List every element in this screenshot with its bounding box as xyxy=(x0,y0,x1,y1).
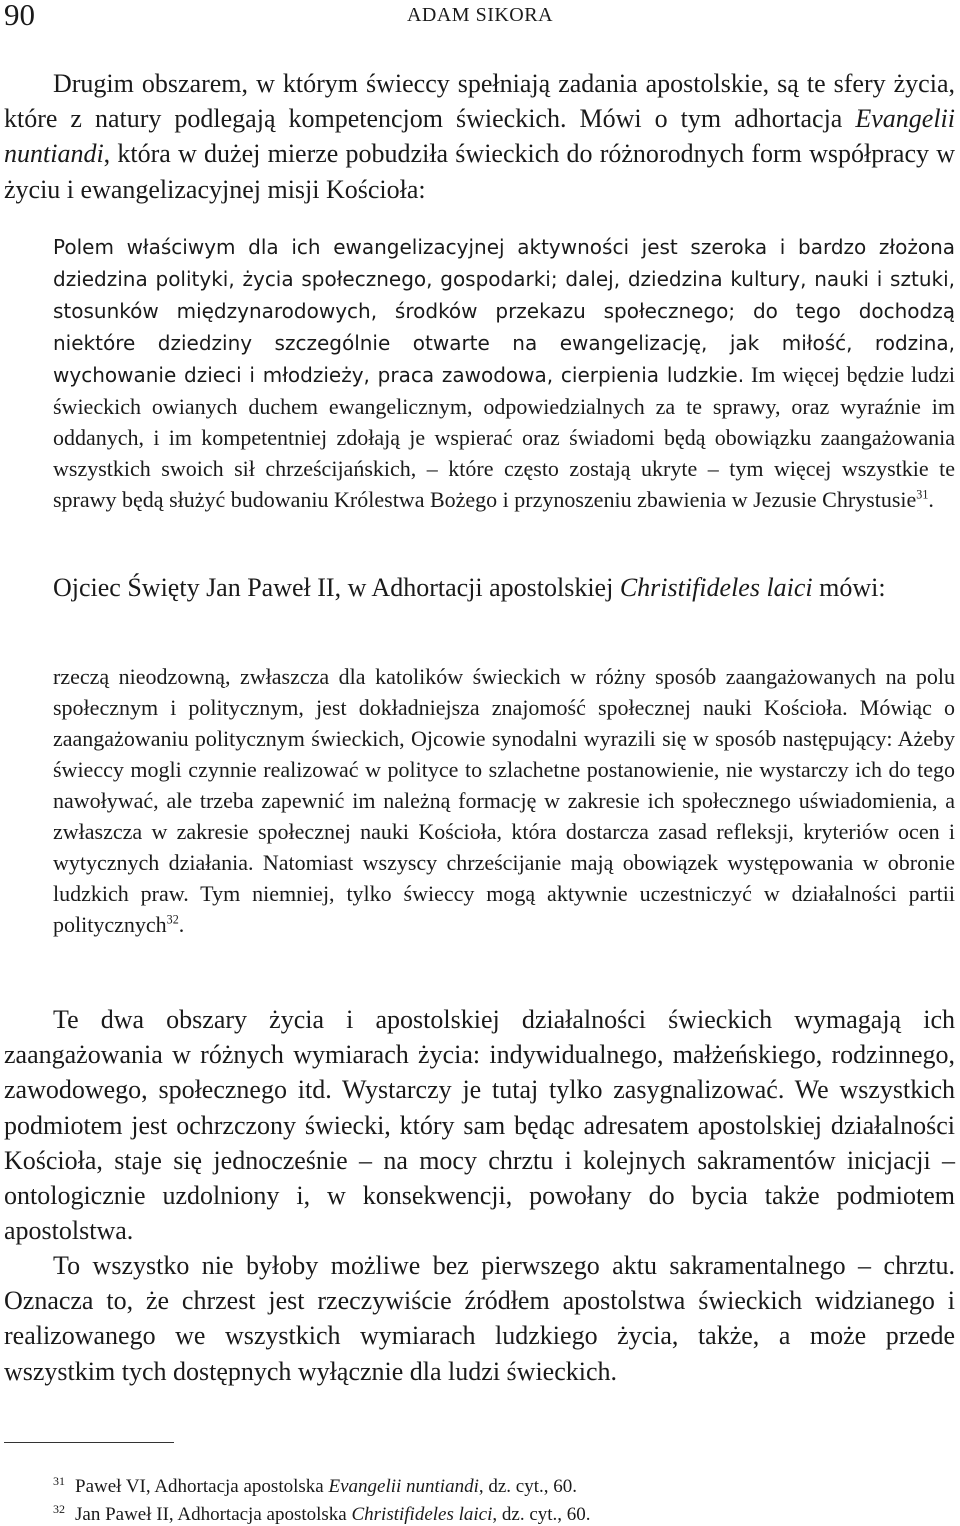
quote-end: . xyxy=(928,487,934,512)
footnote-title: Christifideles laici xyxy=(351,1504,493,1525)
block-quote-2 xyxy=(53,661,955,940)
running-head: ADAM SIKORA xyxy=(406,4,554,26)
paragraph-text: To wszystko nie byłoby możliwe bez pierwszego aktu sakramentalnego – chrztu. Oznacza to, że chrzest jest rzeczywiście źródłem apostolstwa świeckich widzianego i realizowanego we wszystkich wymiarach ludzkiego życia, także, a może przede wszystkim tych dostępnych wyłącznie dla ludzi świeckich. xyxy=(4,1251,955,1386)
footnote-number: 32 xyxy=(53,1502,65,1516)
body-paragraph-1 xyxy=(4,66,955,207)
footnote-reference: 32 xyxy=(166,912,179,927)
footnote-text: , dz. cyt., 60. xyxy=(492,1504,591,1525)
page-header xyxy=(4,0,956,34)
footnote-text: , dz. cyt., 60. xyxy=(478,1476,578,1497)
paragraph-text: Drugim obszarem, w którym świeccy spełniają zadania apostolskie, są te sfery życia, które z natury podlegają kompetencjom świeckich. Mówi o tym adhortacja xyxy=(4,69,955,134)
paragraph-text: Te dwa obszary życia i apostolskiej działalności świeckich wymagają ich zaangażowania w różnych wymiarach życia: indywidualnego, małżeńskiego, rodzinnego, zawodowego, społecznego itd. Wystarczy je tutaj tylko zasygnalizować. We wszystkich podmiotem jest ochrzczony świecki, który sam będąc adresatem apostolskiej działalności Kościoła, staje się jednocześnie – na mocy chrztu i kolejnych sakramentów inicjacji – ontologicznie uzdolniony i, w konsekwencji, powołany do bycia także podmiotem apostolstwa. xyxy=(4,1005,955,1246)
quote-end: . xyxy=(178,912,185,937)
body-paragraph-2 xyxy=(4,570,955,605)
footnote-number: 31 xyxy=(53,1474,65,1488)
quote-text: Im więcej będzie ludzi świeckich owianych duchem ewangelicznym, odpowiedzialnych za te sprawy, oraz wyraźnie im oddanych, i im kompetentniej zdołają je wspierać oraz świadomi będą obowiązku zaangażowania wszystkich swoich sił chrześcijańskich, – które często zostają ukryte – tym więcej wszystkie te sprawy będą służyć budowaniu Królestwa Bożego i przynoszeniu zbawienia w Jezusie Chrystusie xyxy=(53,362,955,512)
block-quote-1 xyxy=(53,231,955,515)
footnote-reference: 31 xyxy=(916,487,929,502)
paragraph-text: mówi: xyxy=(812,573,886,602)
footnote-text: Jan Paweł II, Adhortacja apostolska xyxy=(75,1504,352,1525)
footnote-separator xyxy=(4,1442,174,1443)
quote-text: rzeczą nieodzowną, zwłaszcza dla katolików świeckich w różny sposób zaangażowanych na polu społecznym i politycznym, jest dokładniejsza znajomość społecznej nauki Kościoła. Mówiąc o zaangażowaniu politycznym świeckich, Ojcowie synodalni wyrazili się w sposób następujący: Ażeby świeccy mogli czynnie realizować w polityce to szlachetne postanowienie, nie wystarczy ich do tego nawoływać, ale trzeba zapewnić im należną formację w zakresie ich społecznego uświadomienia, a zwłaszcza w zakresie społecznej nauki Kościoła, która dostarcza zasad refleksji, kryteriów ocen i wytycznych działania. Natomiast wszyscy chrześcijanie mają obowiązek występowania w obronie ludzkich praw. Tym niemniej, tylko świeccy mogą aktywnie uczestniczyć w działalności partii politycznych xyxy=(53,664,955,937)
body-paragraph-4 xyxy=(4,1248,955,1389)
footnote-text: Paweł VI, Adhortacja apostolska xyxy=(75,1476,329,1497)
quote-text: Polem właściwym dla ich ewangelizacyjnej aktywności jest szeroka i bardzo złożona dziedzina polityki, życia społecznego, gospodarki; dalej, dziedzina kultury, nauki i sztuki, stosunków międzynarodowych, środków przekazu społecznego; do tego dochodzą niektóre dziedziny szczególnie otwarte na ewangelizację, jak miłość, rodzina, wychowanie dzieci i młodzieży, praca zawodowa, cierpienia ludzkie. xyxy=(53,235,955,387)
footnote-title: Evangelii nuntiandi xyxy=(328,1476,479,1497)
page-number: 90 xyxy=(4,0,35,32)
paragraph-text: Ojciec Święty Jan Paweł II, w Adhortacji apostolskiej xyxy=(53,573,620,602)
cited-title: Christifideles laici xyxy=(619,573,813,602)
cited-title: Evangelii nuntiandi xyxy=(4,104,955,169)
footnote-31 xyxy=(53,1470,577,1498)
paragraph-text: , która w dużej mierze pobudziła świeckich do różnorodnych form współpracy w życiu i ewangelizacyjnej misji Kościoła: xyxy=(4,139,955,204)
body-paragraph-3 xyxy=(4,1002,955,1248)
